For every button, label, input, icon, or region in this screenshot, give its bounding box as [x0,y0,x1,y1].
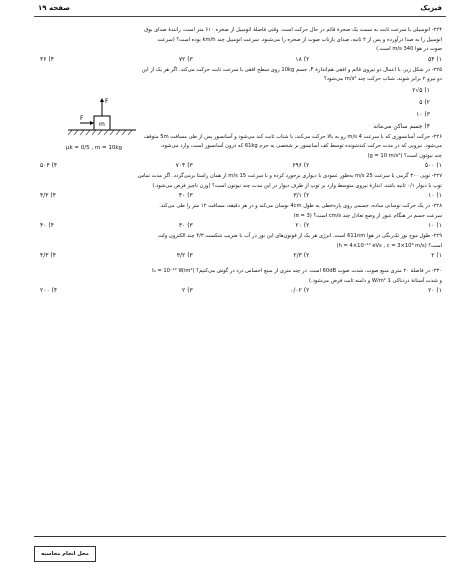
option-3[interactable]: ۳) ۳/۲ [176,252,193,259]
page-number: صفحه ۱۹ [38,4,71,12]
option-1[interactable]: ۱) ۵۴ [428,55,442,63]
question-text: می‌شود. نیرویی که در مدت حرکت کندشونده توسط کف آسانسور بر شخصی به جرم 61kg که درون آسانسور است، وارد می‌شود، [160,143,442,149]
answer-options [40,161,442,172]
question-text: توپ با دیوار ۰/۱ ثانیه باشد، اندازهٔ نیروی متوسط وارد بر توپ از طرف دیوار در این مدت چند نیوتون است؟ (وزن ناچیز فرض می‌شود.) [152,182,442,189]
answer-options [40,286,442,297]
question-text: ۲۲۶- حرکت آسانسوری که با سرعت 4 m/s رو به بالا حرکت می‌کند، با شتاب ثابت کند می‌شود و آسانسور پس از طی مسافت 5m متوقف [143,133,442,140]
option-3[interactable]: ۳) ۲ [182,287,193,294]
option-4[interactable]: ۴) ۳۶ [40,55,54,63]
question-227 [40,172,442,202]
scratch-area-label: محل انجام محاسبه [34,546,96,562]
question-text: ۲۲۵- در شکل زیر، با اعمال دو نیروی قائم و افقی هم‌اندازهٔ F، جسم 10kg روی سطح افقی با سرعت ثابت حرکت می‌کند. اگر هر یک از این [141,66,442,73]
question-224 [40,26,442,66]
mass-label: m [99,121,105,128]
question-text: ۲۲۸- در یک حرکت نوسانی ساده، جسمی روی پاره‌خطی به طول 4cm نوسان می‌کند و در هر دقیقه، مسافت ۱۲ متر را طی می‌کند. [159,203,442,209]
option-4[interactable]: ۴) ۴/۳ [40,252,56,259]
option-4[interactable]: ۴) جسم ساکن می‌ماند [373,122,430,130]
footer-rule [34,536,446,537]
question-text: ۲۲۴- اتومبیلی با سرعت ثابت به سمت یک صخرهٔ قائم در حال حرکت است. وقتی فاصلهٔ اتومبیل از صخره ۶۱۰ متر است، رانندهٔ صدای بوق [144,27,442,33]
question-text: دو نیرو ۲ برابر شوند، شتاب حرکت چند m/s² می‌شود؟ [323,76,442,82]
option-4[interactable]: ۴) ۴۰ [40,222,54,229]
option-2[interactable]: ۲) ۶۹۶ [292,162,310,169]
option-4[interactable]: ۴) ۵۰۴ [40,162,58,169]
question-text: صوت در هوا 340 m/s است.) [376,46,442,52]
option-3[interactable]: ۳) ۷۲ [178,55,193,63]
option-2[interactable]: ۲) ۵ [419,98,430,106]
option-2[interactable]: ۲) ۳/۱ [293,192,310,199]
option-2[interactable]: ۲) ۲/۳ [293,252,310,259]
answer-options [40,251,442,267]
option-1[interactable]: ۱) ۵۰۰ [424,162,442,169]
block-force-diagram [66,86,146,146]
ground-hatching [68,130,132,135]
option-1[interactable]: ۱) ۱۰ [428,222,442,229]
question-text: است؟ (h = 4×10⁻¹⁵ eVs , c = 3×10⁸ m/s) [336,242,442,249]
option-2[interactable]: ۲) ۰/۰۲ [290,287,310,294]
question-text: ۲۳۰- در فاصلهٔ ۲۰ متری منبع صوت، شدت صوت 60dB است. در چند متری از منبع احساس درد در گوش می‌کنیم؟ (I₀ = 10⁻¹² W/m² [152,268,442,274]
question-text: اتومبیل را به صدا درآورده و پس از ۴ ثانیه، صدای بازتاب صوت از صخره را می‌شنود. سرعت اتومبیل چند km/h بوده است؟ (سرعت [157,36,442,43]
option-4[interactable]: ۴) ۲۰۰ [40,287,58,294]
option-1[interactable]: ۱) ۱۰ [428,192,442,199]
figure-caption: μk = 0/5 , m = 10kg [66,145,123,151]
option-4[interactable]: ۴) ۴/۳ [40,192,56,199]
answer-options [40,55,442,66]
arrowhead-up-icon [100,98,104,102]
answer-options [40,221,442,232]
arrowhead-right-icon [90,121,94,125]
vertical-force-label: F [105,98,109,105]
page-header [34,2,446,17]
question-text: چند نیوتون است؟ (g = 10 m/s²) [367,152,442,159]
question-229 [40,232,442,267]
question-text: ۲۲۹- طول موج نور تک‌رنگی در هوا 611nm است. انرژی هر یک از فوتون‌های این نور در آب با ضریب شکست ۴/۳ چند الکترون ولت [158,233,442,239]
option-1[interactable]: ۱) ۵√۲ [412,86,430,94]
question-230 [40,267,442,297]
option-1[interactable]: ۱) ۲ [431,252,442,259]
question-228 [40,202,442,232]
option-3[interactable]: ۳) ۱۰ [416,110,430,118]
option-1[interactable]: ۱) ۲۰ [428,287,442,294]
question-text: ۲۲۷- توپی ۳۰۰ گرمی با سرعت 25 m/s به‌طور عمودی با دیواری برخورد کرده و با سرعت 15 m/s از همان راستا برمی‌گردد. اگر مدت تماس [137,173,442,179]
question-text: سرعت جسم در هنگام عبور از وضع تعادل چند cm/s است؟ (π = 3) [293,212,442,219]
answer-options [40,191,442,202]
option-3[interactable]: ۳) ۳۰ [178,222,193,229]
option-2[interactable]: ۲) ۲۰ [295,222,310,229]
option-3[interactable]: ۳) ۴۰ [178,192,193,199]
subject-title: فیزیک [420,4,442,12]
questions [40,26,442,297]
option-3[interactable]: ۳) ۷۰۴ [175,162,193,169]
horizontal-force-label: F [80,115,84,122]
question-text: و شدت آستانهٔ دردناکی 1 W/m² و دامنه ثابت فرض می‌شود.) [308,277,442,284]
diagram-svg [66,86,146,146]
option-2[interactable]: ۲) ۱۸ [295,55,310,63]
